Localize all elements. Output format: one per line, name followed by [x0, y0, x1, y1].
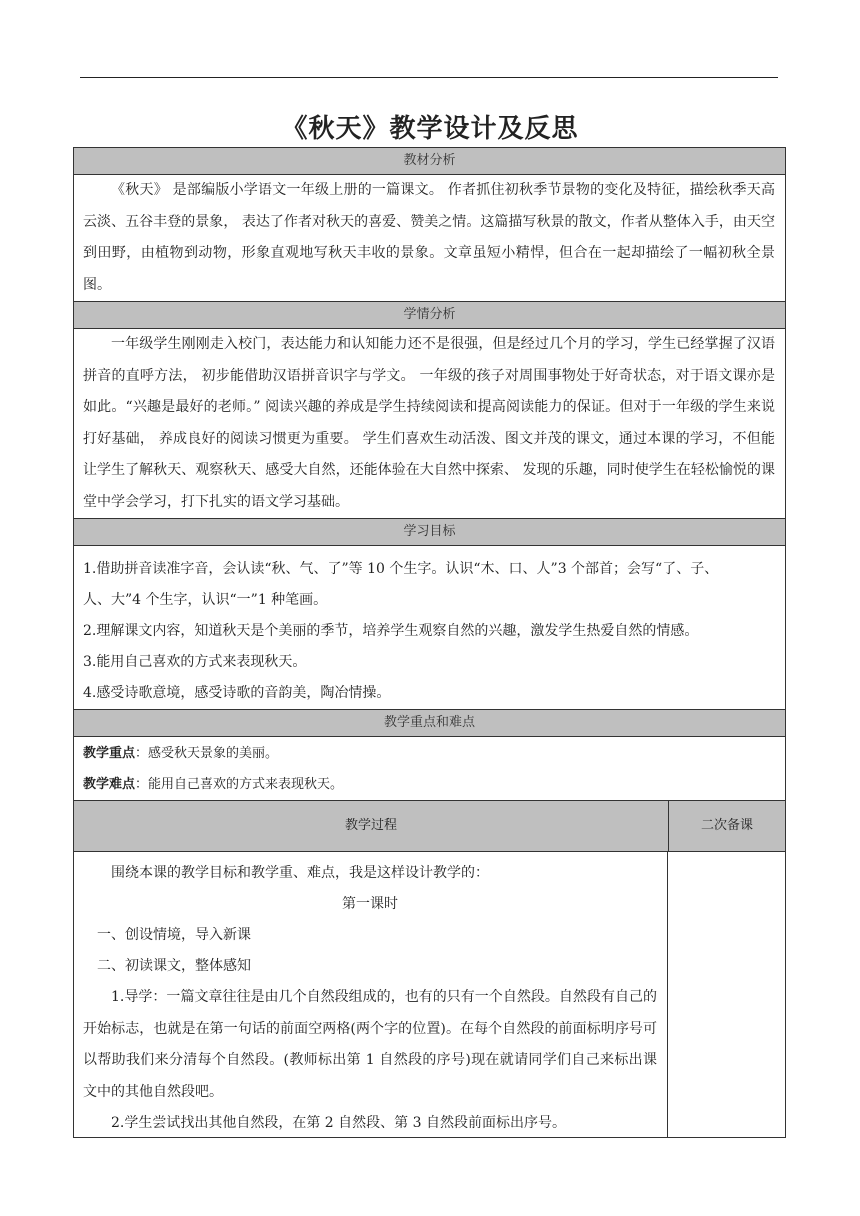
process-item-1: 1.导学：一篇文章往往是由几个自然段组成的，也有的只有一个自然段。自然段有自己的开始标志，也就是在第一句话的前面空两格(两个字的位置)。在每个自然段的前面标明序号可以帮助我们来分清每个自然段。(教师标出第 1 自然段的序号)现在就请同学们自己来标出课文中的其他自然段吧。: [83, 989, 657, 1100]
section-body-goals: [74, 546, 785, 710]
teaching-focus-text: ：感受秋天景象的美丽。: [135, 746, 279, 761]
section-body-students: [74, 329, 785, 519]
section-heading-goals: 学习目标: [74, 519, 785, 546]
student-analysis-text: 一年级学生刚刚走入校门，表达能力和认知能力还不是很强，但是经过几个月的学习，学生已经掌握了汉语拼音的直呼方法， 初步能借助汉语拼音识字与学文。 一年级的孩子对周围事物处于好奇状态，对于语文课亦是如此。“兴趣是最好的老师。” 阅读兴趣的养成是学生持续阅读和提高阅读能力的保证。但对于一年级的学生来说打好基础， 养成良好的阅读习惯更为重要。 学生们喜欢生动活泼、图文并茂的课文，通过本课的学习，不但能让学生了解秋天、观察秋天、感受大自然，还能体验在大自然中探索、 发现的乐趣，同时使学生在轻松愉悦的课堂中学会学习，打下扎实的语文学习基础。: [83, 336, 775, 510]
section-heading-students: 学情分析: [74, 302, 785, 329]
second-prep-heading: 二次备课: [669, 801, 785, 851]
process-item-2: 2.学生尝试找出其他自然段，在第 2 自然段、第 3 自然段前面标出序号。: [111, 1115, 566, 1131]
material-analysis-text: 《秋天》 是部编版小学语文一年级上册的一篇课文。 作者抓住初秋季节景物的变化及特征，描绘秋季天高云淡、五谷丰登的景象， 表达了作者对秋天的喜爱、赞美之情。这篇描写秋景的散文，作者从整体入手，由天空到田野，由植物到动物，形象直观地写秋天丰收的景象。文章虽短小精悍，但合在一起却描绘了一幅初秋全景图。: [83, 182, 775, 293]
section-body-keypoints: [74, 737, 785, 801]
process-content: [74, 852, 668, 1137]
teaching-difficulty-label: 教学难点: [83, 777, 136, 792]
process-intro: 围绕本课的教学目标和教学重、难点，我是这样设计教学的：: [111, 865, 489, 881]
goal-line: 3.能用自己喜欢的方式来表现秋天。: [83, 654, 307, 670]
section-heading-keypoints: 教学重点和难点: [74, 710, 785, 737]
goal-line: 2.理解课文内容，知道秋天是个美丽的季节，培养学生观察自然的兴趣，激发学生热爱自然的情感。: [83, 623, 699, 639]
lesson-plan-table: [73, 147, 786, 1138]
section-body-material: [74, 175, 785, 302]
process-heading: 教学过程: [74, 801, 669, 851]
teaching-focus: [74, 738, 785, 769]
lesson-label: 第一课时: [342, 896, 398, 912]
second-prep-notes: [668, 852, 785, 1137]
goal-line: 4.感受诗歌意境，感受诗歌的音韵美，陶冶情操。: [83, 685, 391, 701]
goal-line: 1.借助拼音读准字音，会认读“秋、气、了”等 10 个生字。认识“木、口、人”3 个部首；会写“了、子、: [83, 561, 719, 577]
process-step-1: 一、创设情境，导入新课: [97, 927, 251, 943]
header-rule: [80, 77, 778, 78]
teaching-difficulty: [74, 769, 785, 800]
process-step-2: 二、初读课文，整体感知: [97, 958, 251, 974]
document-title: 《秋天》教学设计及反思: [281, 114, 579, 144]
teaching-difficulty-text: ：能用自己喜欢的方式来表现秋天。: [135, 777, 344, 792]
process-header-row: [74, 801, 785, 852]
section-heading-material: 教材分析: [74, 148, 785, 175]
process-body-row: [74, 852, 785, 1137]
goal-line: 人、大”4 个生字，认识“一”1 种笔画。: [83, 592, 328, 608]
teaching-focus-label: 教学重点: [83, 746, 136, 761]
